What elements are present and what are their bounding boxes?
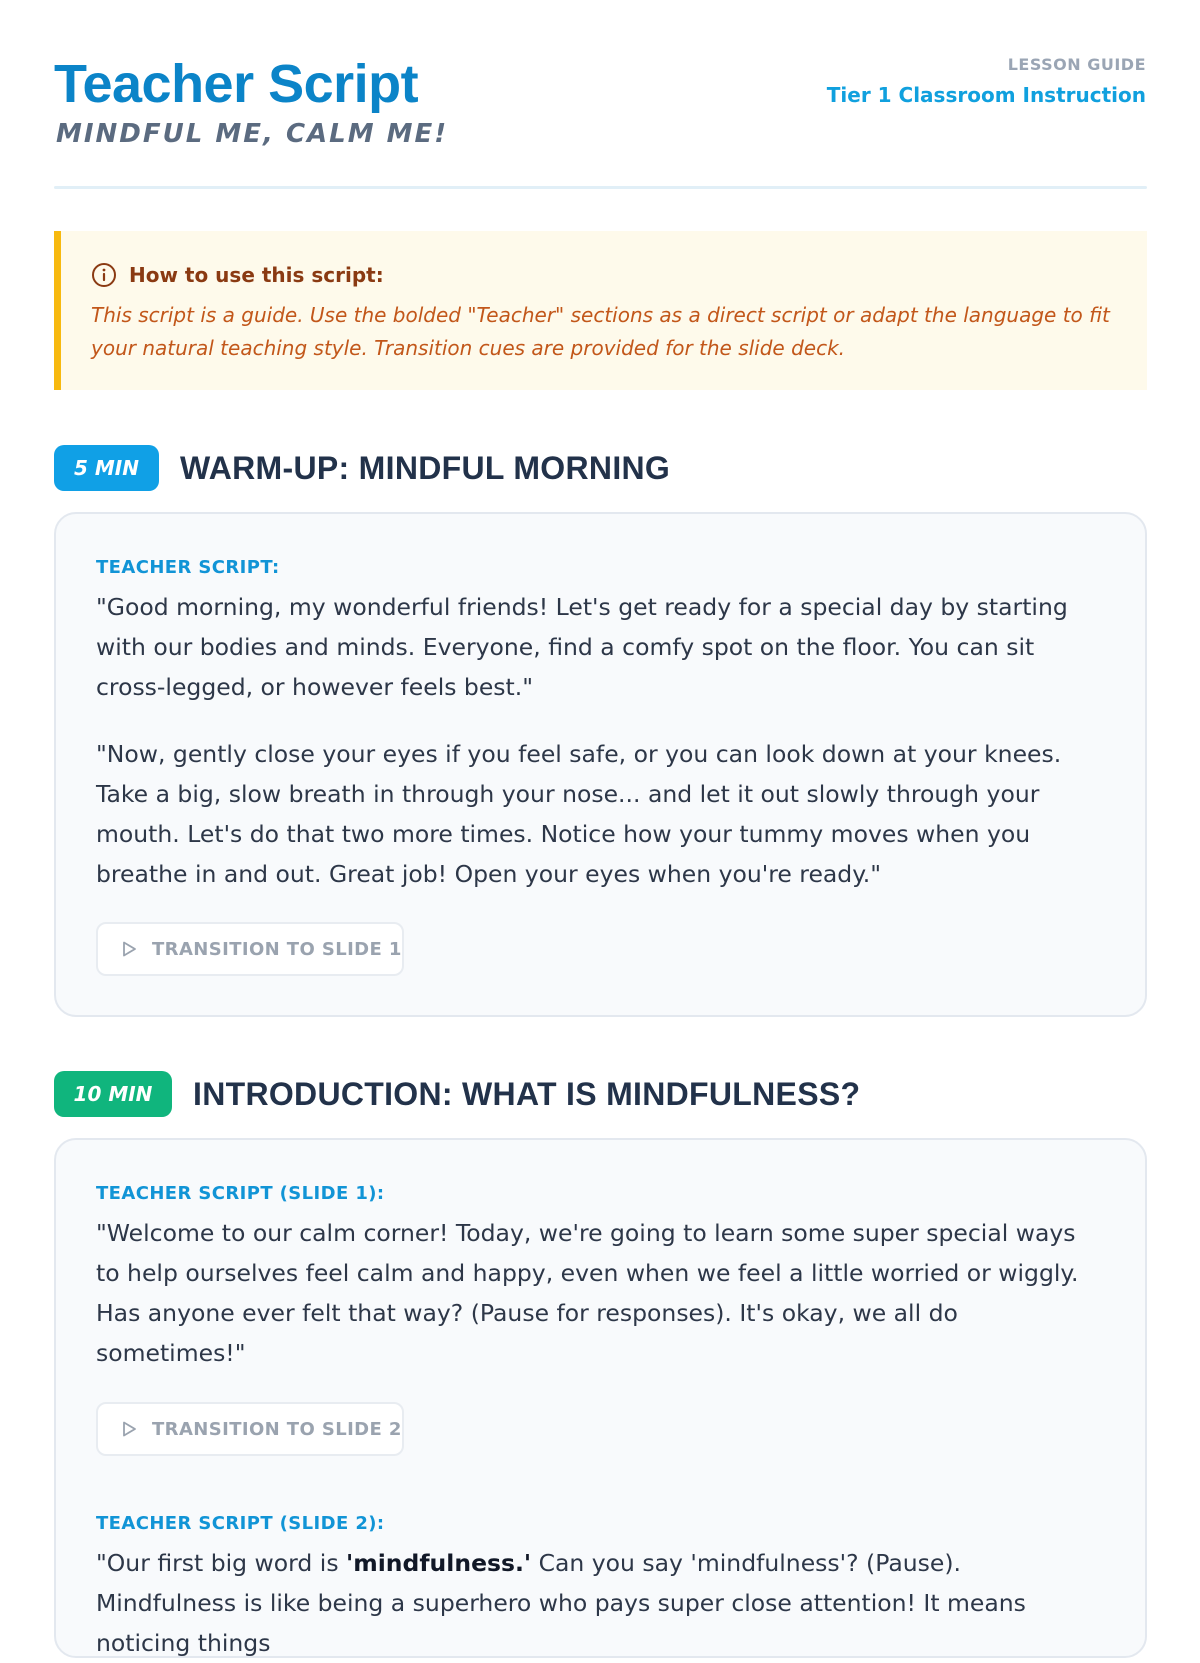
transition-label: TRANSITION TO SLIDE 1 xyxy=(152,938,402,960)
script-text: Can you say 'mindfulness'? (Pause). Mindfulness is like being a superhero who pays super close attention! It means noticing things xyxy=(96,1549,1026,1657)
duration-badge: 10 MIN xyxy=(54,1071,172,1117)
transition-to-slide-2-button[interactable] xyxy=(96,1402,404,1456)
duration-badge: 5 MIN xyxy=(54,445,159,491)
page-title: Teacher Script xyxy=(54,54,419,114)
section-title: WARM-UP: MINDFUL MORNING xyxy=(180,449,671,486)
how-to-callout xyxy=(54,231,1147,390)
transition-to-slide-1-button[interactable] xyxy=(96,922,404,976)
header-divider xyxy=(54,186,1147,189)
script-paragraph: "Now, gently close your eyes if you feel safe, or you can look down at your knees. Take a big, slow breath in through your nose... and let it out slowly through your mouth. Let's do that two more times. Notice how your tummy moves when you breathe in and out. Great job! Open your eyes when you're ready." xyxy=(96,740,1062,888)
lesson-guide-label: LESSON GUIDE xyxy=(1007,55,1146,74)
introduction-card xyxy=(54,1138,1147,1658)
page-subtitle: MINDFUL ME, CALM ME! xyxy=(56,119,449,149)
callout-heading-row xyxy=(91,261,384,289)
tier-label: Tier 1 Classroom Instruction xyxy=(826,83,1146,107)
play-icon xyxy=(120,1420,138,1438)
script-paragraph: "Welcome to our calm corner! Today, we're going to learn some super special ways to help ourselves feel calm and happy, even when we feel a little worried or wiggly. Has anyone ever felt that way? (Pause for responses). It's okay, we all do sometimes!" xyxy=(96,1219,1079,1367)
page-header xyxy=(54,52,1146,188)
section-warm-up-header xyxy=(54,445,670,491)
teacher-script-label: TEACHER SCRIPT (SLIDE 1): xyxy=(96,1183,385,1204)
section-title: INTRODUCTION: WHAT IS MINDFULNESS? xyxy=(193,1075,861,1112)
callout-heading: How to use this script: xyxy=(129,263,384,287)
teacher-script-label: TEACHER SCRIPT (SLIDE 2): xyxy=(96,1513,385,1534)
warm-up-card xyxy=(54,512,1147,1017)
script-text: "Our first big word is xyxy=(96,1549,347,1577)
script-paragraph: "Good morning, my wonderful friends! Let's get ready for a special day by starting with our bodies and minds. Everyone, find a comfy spot on the floor. You can sit cross-legged, or however feels best." xyxy=(96,593,1068,701)
lesson-meta xyxy=(827,54,1146,108)
script-paragraph xyxy=(96,1543,1106,1663)
teacher-script-label: TEACHER SCRIPT: xyxy=(96,557,280,578)
info-icon xyxy=(91,262,117,288)
key-term: 'mindfulness.' xyxy=(346,1549,532,1577)
transition-label: TRANSITION TO SLIDE 2 xyxy=(152,1418,402,1440)
callout-body: This script is a guide. Use the bolded "Teacher" sections as a direct script or adapt the language to fit your natural teaching style. Transition cues are provided for the slide deck. xyxy=(91,303,1110,360)
play-icon xyxy=(120,940,138,958)
section-introduction-header xyxy=(54,1071,860,1117)
